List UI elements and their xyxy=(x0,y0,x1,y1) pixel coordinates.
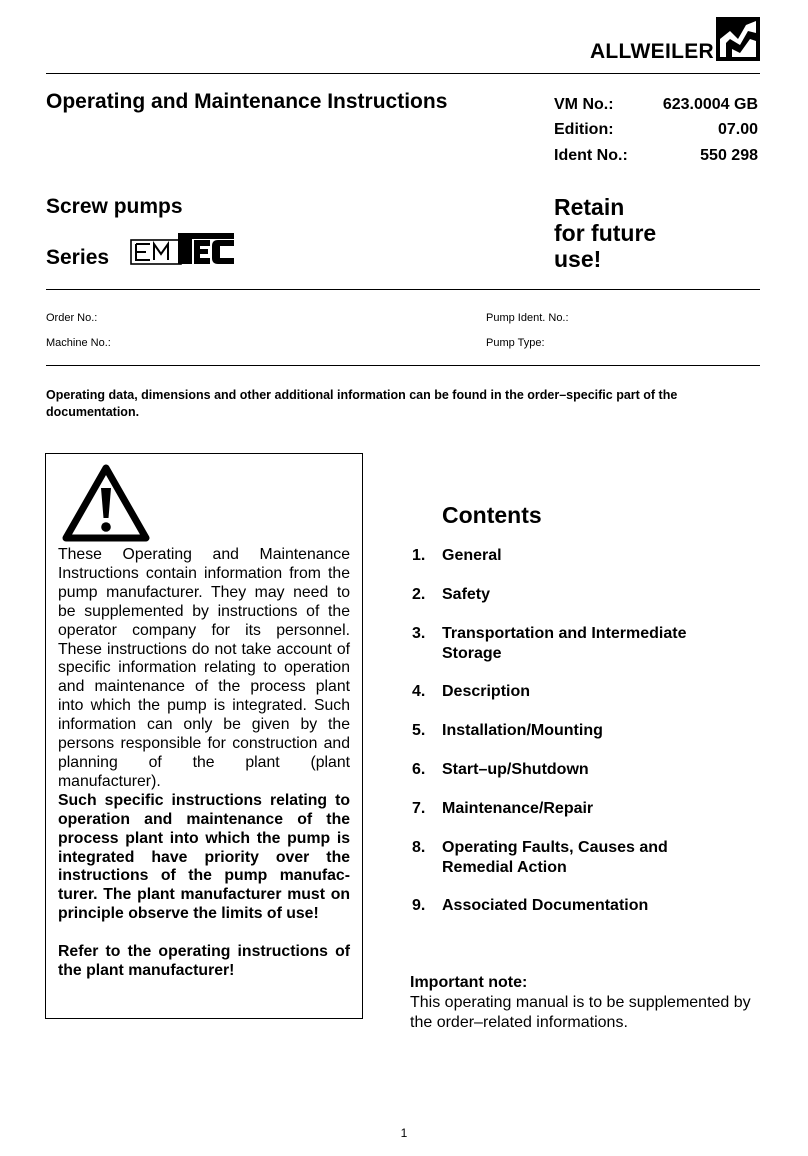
ident-no-label: Ident No.: xyxy=(554,147,628,164)
warning-box xyxy=(45,453,363,1019)
order-no-label: Order No.: xyxy=(46,312,98,324)
warning-triangle-icon xyxy=(60,462,152,544)
toc-label: Installation/Mounting xyxy=(442,722,603,739)
toc-label: Description xyxy=(442,683,531,700)
section-divider xyxy=(46,365,760,366)
important-note-body: This operating manual is to be supplemented by the order–related informations. xyxy=(410,994,751,1031)
toc-label: Maintenance/Repair xyxy=(442,800,594,817)
contents-title: Contents xyxy=(442,502,542,528)
retain-note xyxy=(554,194,754,272)
important-note-title: Important note: xyxy=(410,974,528,991)
page-number: 1 xyxy=(400,1126,408,1140)
edition-value: 07.00 xyxy=(717,121,758,138)
toc-number: 7. xyxy=(412,800,426,817)
toc-number: 2. xyxy=(412,586,426,603)
toc-label: Operating Faults, Causes and Remedial Action xyxy=(442,839,668,876)
warning-paragraph: These Operating and Maintenance Instructions contain information from the pump manufacturer. They may need to be supplemented by instructions of the operator company for its personnel. These instructions do not take account of specific information relating to operation and maintenance of the process plant into which the pump is integrated. Such information can only be given by the persons responsible for construction and planning of the plant (plant manufacturer). xyxy=(58,546,350,790)
section-divider xyxy=(46,289,760,290)
toc-label: Safety xyxy=(442,586,491,603)
ident-no-value: 550 298 xyxy=(700,147,758,164)
brand-logo-icon xyxy=(716,17,760,61)
retain-line: use! xyxy=(554,246,602,272)
toc-number: 3. xyxy=(412,625,426,642)
toc-number: 1. xyxy=(412,547,426,564)
vm-no-value: 623.0004 GB xyxy=(662,96,758,113)
pump-type-label: Pump Type: xyxy=(486,337,545,349)
warning-paragraph-bold: Refer to the operating instructions of the plant manufacturer! xyxy=(58,943,350,979)
toc-label: Start–up/Shutdown xyxy=(442,761,589,778)
toc-number: 9. xyxy=(412,897,426,914)
retain-line: Retain xyxy=(554,194,625,220)
emtec-series-logo xyxy=(130,232,236,266)
vm-no-label: VM No.: xyxy=(554,96,614,113)
document-title: Operating and Maintenance Instructions xyxy=(46,90,448,113)
toc-label: Transportation and Intermediate Storage xyxy=(442,625,687,662)
toc-label: Associated Documentation xyxy=(442,897,649,914)
info-line: Operating data, dimensions and other additional information can be found in the order–specific part of the documentation. xyxy=(46,388,678,419)
toc-number: 4. xyxy=(412,683,426,700)
warning-text xyxy=(58,546,350,981)
product-name: Screw pumps xyxy=(46,195,183,218)
edition-label: Edition: xyxy=(554,121,614,138)
brand-logo-text: ALLWEILER xyxy=(589,40,714,63)
header-divider xyxy=(46,73,760,74)
machine-no-label: Machine No.: xyxy=(46,337,111,349)
toc-number: 6. xyxy=(412,761,426,778)
retain-line: for future xyxy=(554,220,657,246)
toc-number: 8. xyxy=(412,839,426,856)
toc-label: General xyxy=(442,547,502,564)
toc-number: 5. xyxy=(412,722,426,739)
warning-paragraph-bold: Such specific instructions relating to operation and maintenance of the process plant into which the pump is integrated have priority over the instructions of the pump manufacturer. The plant manufacturer must on principle observe the limits of use! xyxy=(58,791,350,923)
pump-ident-no-label: Pump Ident. No.: xyxy=(486,312,569,324)
series-label: Series xyxy=(46,246,110,269)
